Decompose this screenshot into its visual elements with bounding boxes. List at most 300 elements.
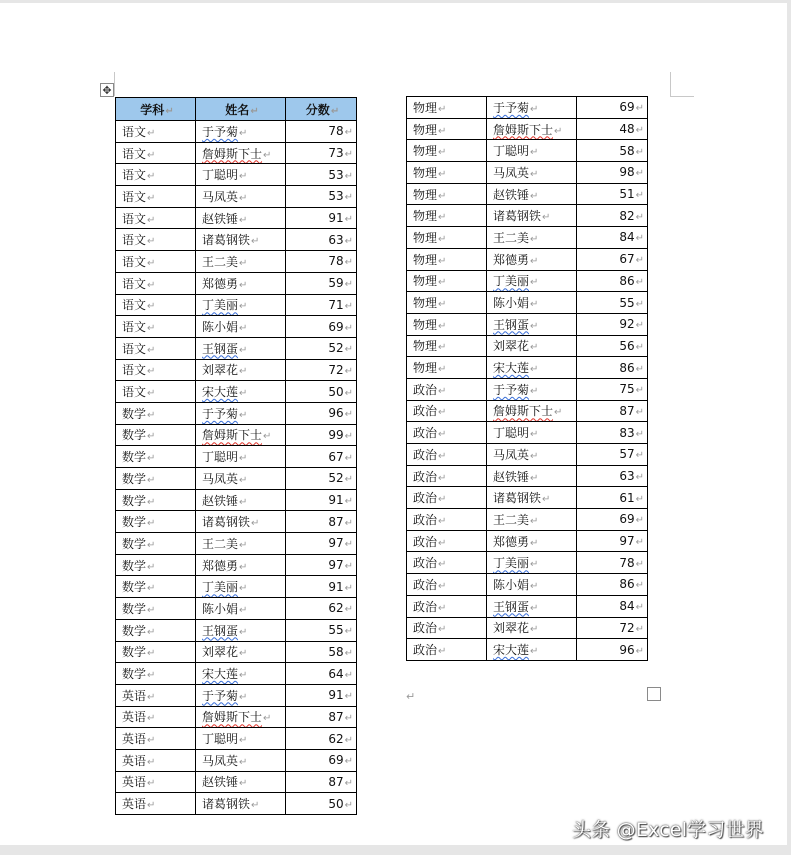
cell-subject[interactable] [407,487,487,509]
cell-score[interactable] [286,359,357,381]
cell-subject[interactable] [116,641,196,663]
cell-name[interactable] [196,381,286,403]
header-name[interactable]: 姓名↵ [196,98,286,121]
cell-subject[interactable] [116,749,196,771]
cell-score[interactable] [286,598,357,620]
cell-name[interactable] [196,728,286,750]
cell-subject[interactable] [116,793,196,815]
cell-name[interactable] [487,97,577,119]
cell-name[interactable] [196,294,286,316]
cell-score[interactable] [286,121,357,143]
cell-score[interactable] [577,292,648,314]
cell-name[interactable] [487,530,577,552]
cell-subject-text: 数学 [122,493,147,508]
cell-subject-text: 语文 [122,124,147,139]
cell-subject[interactable] [407,639,487,661]
paragraph-mark: ↵ [251,800,260,812]
cell-subject[interactable] [116,272,196,294]
cell-score[interactable] [286,749,357,771]
cell-score[interactable] [577,639,648,661]
cell-name-text: 郑德勇 [202,276,239,291]
paragraph-mark: ↵ [542,212,551,224]
cell-subject[interactable] [407,97,487,119]
cell-name-text: 詹姆斯下士 [202,428,263,443]
cell-subject[interactable] [407,140,487,162]
cell-name[interactable] [196,142,286,164]
cell-name[interactable] [196,316,286,338]
cell-subject[interactable] [407,552,487,574]
cell-subject-text: 政治 [413,512,438,527]
cell-subject[interactable] [116,229,196,251]
table-row [407,313,648,335]
cell-name[interactable] [196,337,286,359]
cell-subject[interactable] [407,248,487,270]
cell-subject-text: 语文 [122,189,147,204]
cell-score[interactable] [577,617,648,639]
cell-name-text: 王钢蛋 [493,599,530,614]
cell-score[interactable] [577,183,648,205]
cell-score[interactable] [286,684,357,706]
paragraph-mark: ↵ [147,474,156,486]
cell-score[interactable] [286,533,357,555]
cell-name-text: 王钢蛋 [493,317,530,332]
cell-score-text: 82 [619,208,635,223]
cell-name[interactable] [196,186,286,208]
paragraph-mark: ↵ [438,407,447,419]
cell-score[interactable] [286,164,357,186]
cell-subject[interactable] [407,270,487,292]
cell-name[interactable] [487,487,577,509]
paragraph-mark: ↵ [344,409,353,421]
cell-name[interactable] [487,595,577,617]
cell-subject[interactable] [116,576,196,598]
paragraph-mark: ↵ [635,428,644,440]
cell-subject-text: 英语 [122,753,147,768]
paragraph-mark: ↵ [344,279,353,291]
table-row [407,270,648,292]
table-row [116,771,357,793]
cell-subject-text: 政治 [413,599,438,614]
paragraph-mark: ↵ [635,255,644,267]
paragraph-mark: ↵ [530,168,539,180]
cell-subject[interactable] [407,595,487,617]
paragraph-mark: ↵ [635,450,644,462]
table-row [407,444,648,466]
table-row [116,402,357,424]
cell-subject[interactable] [116,663,196,685]
cell-name[interactable] [196,771,286,793]
cell-score[interactable] [577,335,648,357]
cell-subject-text: 数学 [122,515,147,530]
cell-name[interactable] [196,663,286,685]
cell-name[interactable] [196,229,286,251]
cell-subject[interactable] [407,444,487,466]
paragraph-mark: ↵ [263,713,272,725]
cell-score-text: 69 [619,512,635,527]
table-row [407,292,648,314]
cell-score-text: 87 [328,774,344,789]
cell-subject[interactable] [407,400,487,422]
cell-subject[interactable] [116,619,196,641]
cell-subject[interactable] [407,530,487,552]
cell-name[interactable] [487,335,577,357]
cell-name-text: 宋大莲 [202,385,239,400]
cell-score[interactable] [577,378,648,400]
cell-name[interactable] [487,270,577,292]
cell-subject[interactable] [116,468,196,490]
cell-score-text: 50 [328,796,344,811]
paragraph-mark: ↵ [438,624,447,636]
paragraph-mark: ↵ [344,365,353,377]
cell-subject[interactable] [116,554,196,576]
cell-subject-text: 数学 [122,471,147,486]
cell-score[interactable] [577,400,648,422]
cell-score[interactable] [286,272,357,294]
cell-subject[interactable] [116,446,196,468]
cell-subject[interactable] [407,183,487,205]
cell-name[interactable] [487,313,577,335]
cell-score[interactable] [577,574,648,596]
paragraph-mark: ↵ [147,604,156,616]
cell-name[interactable] [487,378,577,400]
cell-subject[interactable] [116,164,196,186]
cell-score[interactable] [286,554,357,576]
paragraph-mark: ↵ [239,214,248,226]
cell-name[interactable] [487,574,577,596]
cell-name[interactable] [487,444,577,466]
cell-subject-text: 数学 [122,667,147,682]
paragraph-mark: ↵ [530,515,539,527]
cell-subject-text: 物理 [413,230,438,245]
cell-score[interactable] [286,706,357,728]
cell-score[interactable] [286,316,357,338]
cell-subject[interactable] [407,227,487,249]
cell-subject-text: 物理 [413,144,438,159]
cell-name[interactable] [196,576,286,598]
cell-subject[interactable] [407,617,487,639]
paragraph-mark: ↵ [251,518,260,530]
cell-score[interactable] [286,186,357,208]
paragraph-mark: ↵ [542,494,551,506]
cell-name-text: 陈小娟 [202,601,239,616]
cell-name[interactable] [196,619,286,641]
cell-name-text: 刘翠花 [493,339,530,354]
cell-subject-text: 数学 [122,580,147,595]
cell-subject[interactable] [116,251,196,273]
cell-name[interactable] [196,424,286,446]
cell-name[interactable] [196,164,286,186]
cell-score[interactable] [577,422,648,444]
cell-score[interactable] [577,205,648,227]
cell-name[interactable] [487,617,577,639]
cell-subject-text: 政治 [413,447,438,462]
cell-name[interactable] [196,684,286,706]
cell-subject-text: 语文 [122,276,147,291]
cell-score[interactable] [577,552,648,574]
cell-score[interactable] [577,270,648,292]
cell-name[interactable] [487,400,577,422]
cell-subject[interactable] [116,706,196,728]
cell-name-text: 刘翠花 [202,363,239,378]
cell-subject[interactable] [116,186,196,208]
cell-name[interactable] [196,272,286,294]
cell-subject[interactable] [407,118,487,140]
cell-score[interactable] [286,511,357,533]
cell-score[interactable] [286,424,357,446]
cell-score[interactable] [286,641,357,663]
cell-score[interactable] [286,468,357,490]
cell-name[interactable] [196,402,286,424]
cell-subject[interactable] [116,728,196,750]
paragraph-mark: ↵ [635,645,644,657]
cell-name[interactable] [196,533,286,555]
cell-score[interactable] [286,229,357,251]
cell-score-text: 58 [619,143,635,158]
cell-score[interactable] [577,140,648,162]
cell-name[interactable] [196,793,286,815]
cell-name[interactable] [487,140,577,162]
cell-subject[interactable] [407,509,487,531]
cell-subject[interactable] [116,294,196,316]
cell-name[interactable] [487,183,577,205]
paragraph-mark: ↵ [635,472,644,484]
cell-name[interactable] [196,489,286,511]
cell-name[interactable] [487,248,577,270]
paragraph-mark: ↵ [554,407,563,419]
cell-score[interactable] [286,619,357,641]
cell-name[interactable] [487,357,577,379]
cell-subject[interactable] [116,316,196,338]
cell-subject[interactable] [407,357,487,379]
paragraph-mark: ↵ [438,537,447,549]
cell-score-text: 63 [619,469,635,484]
cell-name[interactable] [196,207,286,229]
table-row [116,489,357,511]
paragraph-mark: ↵ [239,453,248,465]
cell-subject[interactable] [116,359,196,381]
cell-subject-text: 物理 [413,274,438,289]
table-row [407,335,648,357]
table-row [407,617,648,639]
cell-subject-text: 物理 [413,165,438,180]
paragraph-mark: ↵ [635,125,644,137]
cell-name[interactable] [196,749,286,771]
paragraph-mark-after-table[interactable]: ↵ [406,690,416,703]
cell-name[interactable] [196,121,286,143]
cell-subject-text: 数学 [122,536,147,551]
score-table-left [115,97,357,815]
cell-score-text: 52 [328,471,344,486]
cell-subject-text: 政治 [413,404,438,419]
cell-subject[interactable] [407,574,487,596]
cell-subject[interactable] [116,598,196,620]
cell-name[interactable] [487,205,577,227]
paragraph-mark: ↵ [239,279,248,291]
cell-score[interactable] [286,251,357,273]
cell-name[interactable] [196,554,286,576]
cell-name-text: 于予菊 [493,382,530,397]
paragraph-mark: ↵ [530,103,539,115]
cell-score[interactable] [286,294,357,316]
cell-score[interactable] [286,207,357,229]
cell-name[interactable] [196,598,286,620]
cell-name[interactable] [196,251,286,273]
paragraph-mark: ↵ [344,691,353,703]
cell-subject[interactable] [116,337,196,359]
cell-name[interactable] [196,706,286,728]
paragraph-mark: ↵ [147,735,156,747]
paragraph-mark: ↵ [530,646,539,658]
cell-subject[interactable] [116,771,196,793]
cell-name[interactable] [487,422,577,444]
table-row [407,574,648,596]
paragraph-mark: ↵ [239,539,248,551]
cell-subject[interactable] [407,335,487,357]
table-row [116,728,357,750]
cell-name[interactable] [487,292,577,314]
cell-score[interactable] [577,248,648,270]
cell-score[interactable] [286,402,357,424]
paragraph-mark: ↵ [344,127,353,139]
table-row [116,186,357,208]
cell-name[interactable] [196,468,286,490]
cell-score[interactable] [577,313,648,335]
cell-score[interactable] [286,771,357,793]
paragraph-mark: ↵ [147,648,156,660]
cell-score-text: 69 [328,319,344,334]
paragraph-mark: ↵ [239,561,248,573]
cell-name[interactable] [196,511,286,533]
cell-subject[interactable] [116,533,196,555]
cell-subject[interactable] [407,465,487,487]
window-right-edge [787,0,791,855]
cell-subject-text: 物理 [413,252,438,267]
cell-name-text: 詹姆斯下士 [202,146,263,161]
cell-subject[interactable] [407,313,487,335]
cell-subject[interactable] [116,424,196,446]
cell-score[interactable] [286,793,357,815]
cell-score-text: 78 [619,555,635,570]
paragraph-mark: ↵ [635,363,644,375]
cell-name[interactable] [196,641,286,663]
cell-name[interactable] [196,446,286,468]
cell-score[interactable] [577,595,648,617]
cell-score[interactable] [286,337,357,359]
cell-score[interactable] [577,357,648,379]
cell-score[interactable] [286,663,357,685]
paragraph-mark: ↵ [438,299,447,311]
cell-name-text: 詹姆斯下士 [493,122,554,137]
cell-score-text: 52 [328,341,344,356]
cell-subject[interactable] [407,162,487,184]
cell-score[interactable] [286,381,357,403]
header-subject[interactable]: 学科↵ [116,98,196,121]
paragraph-mark: ↵ [530,342,539,354]
table-row [407,227,648,249]
cell-subject[interactable] [116,489,196,511]
cell-name-text: 于予菊 [202,406,239,421]
paragraph-mark: ↵ [147,127,156,139]
cell-subject[interactable] [407,205,487,227]
paragraph-mark: ↵ [438,212,447,224]
paragraph-mark: ↵ [147,214,156,226]
cell-score[interactable] [286,446,357,468]
cell-name-text: 于予菊 [202,688,239,703]
header-score[interactable]: 分数↵ [286,98,357,121]
table-move-handle-icon[interactable]: ✥ [100,83,114,97]
paragraph-mark: ↵ [239,778,248,790]
cell-score[interactable] [286,576,357,598]
cell-score[interactable] [286,728,357,750]
cell-name[interactable] [487,552,577,574]
cell-score[interactable] [577,118,648,140]
table-row [407,639,648,661]
cell-subject[interactable] [116,402,196,424]
paragraph-mark: ↵ [344,149,353,161]
cell-score-text: 67 [328,449,344,464]
cell-name[interactable] [487,162,577,184]
cell-score[interactable] [577,227,648,249]
paragraph-mark: ↵ [530,385,539,397]
cell-name[interactable] [487,465,577,487]
table-row [116,142,357,164]
cell-subject[interactable] [407,422,487,444]
cell-score[interactable] [577,97,648,119]
cell-name[interactable] [487,227,577,249]
cell-score[interactable] [577,487,648,509]
cell-name-text: 赵铁锤 [202,775,239,790]
cell-score[interactable] [577,530,648,552]
cell-score[interactable] [577,509,648,531]
cell-subject-text: 政治 [413,469,438,484]
cell-name-text: 王二美 [202,536,239,551]
paragraph-mark: ↵ [147,192,156,204]
paragraph-mark: ↵ [438,385,447,397]
cell-subject[interactable] [116,381,196,403]
table-row [407,205,648,227]
paragraph-mark: ↵ [530,364,539,376]
cell-score-text: 71 [328,297,344,312]
cell-name[interactable] [487,509,577,531]
table-resize-handle[interactable] [647,687,661,701]
cell-name[interactable] [487,118,577,140]
cell-score[interactable] [577,444,648,466]
cell-subject-text: 物理 [413,361,438,376]
cell-subject[interactable] [116,142,196,164]
cell-name[interactable] [196,359,286,381]
cell-subject-text: 英语 [122,688,147,703]
cell-name[interactable] [487,639,577,661]
cell-subject-text: 政治 [413,491,438,506]
cell-score[interactable] [286,142,357,164]
cell-score-text: 99 [328,427,344,442]
cell-score[interactable] [577,162,648,184]
cell-subject[interactable] [116,207,196,229]
paragraph-mark: ↵ [344,561,353,573]
paragraph-mark: ↵ [635,537,644,549]
paragraph-mark: ↵ [635,623,644,635]
cell-subject-text: 语文 [122,254,147,269]
cell-subject[interactable] [407,378,487,400]
cell-subject[interactable] [116,684,196,706]
cell-subject[interactable] [116,511,196,533]
cell-score[interactable] [577,465,648,487]
cell-subject[interactable] [116,121,196,143]
cell-subject[interactable] [407,292,487,314]
cell-score[interactable] [286,489,357,511]
paragraph-mark: ↵ [530,277,539,289]
table-row [116,619,357,641]
